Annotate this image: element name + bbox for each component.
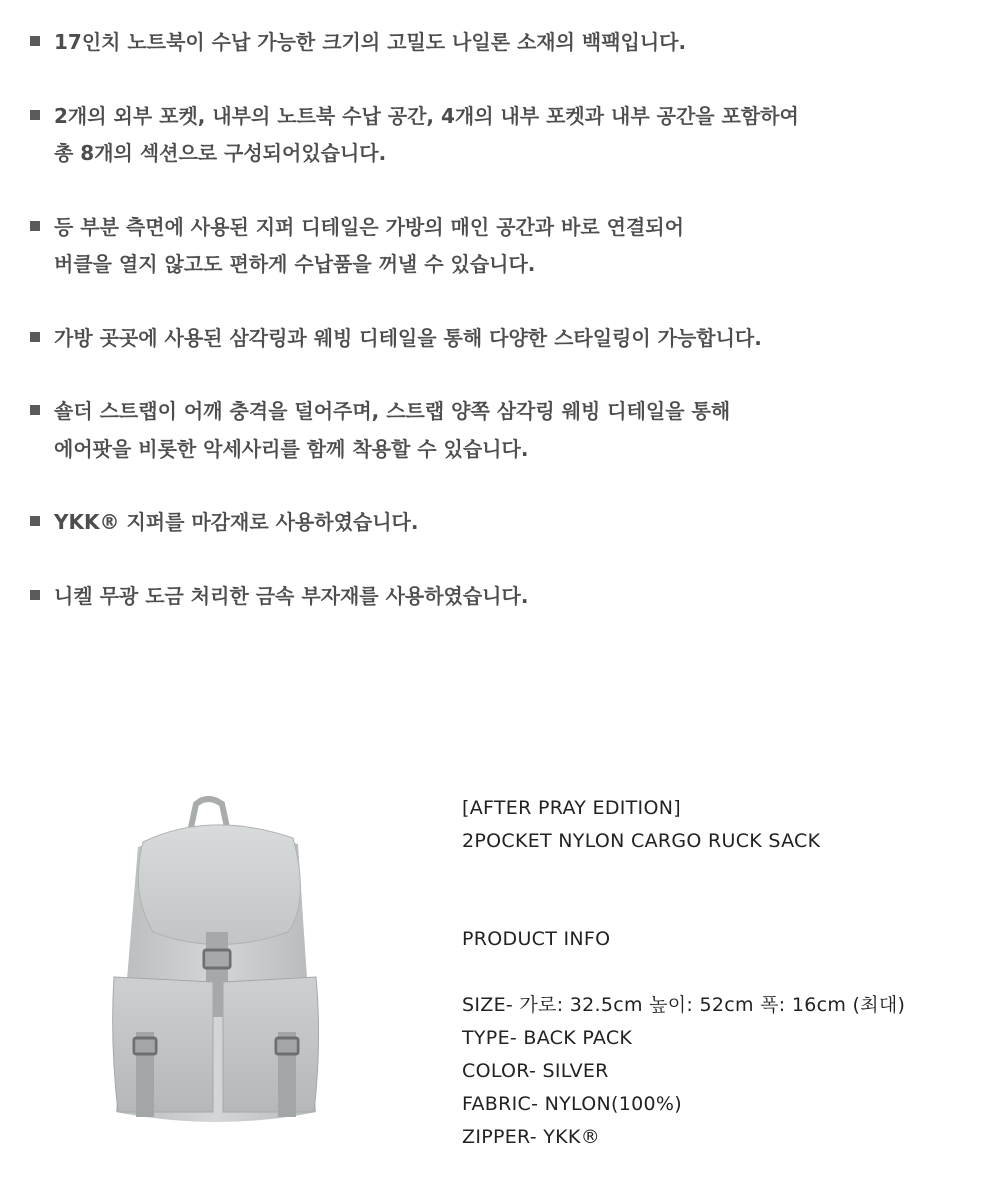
backpack-icon — [18, 782, 418, 1162]
feature-item — [30, 98, 980, 173]
feature-item — [30, 504, 980, 542]
product-name: 2POCKET NYLON CARGO RUCK SACK — [462, 830, 821, 852]
square-bullet-icon — [30, 590, 40, 600]
product-info-heading: PRODUCT INFO — [462, 928, 611, 950]
square-bullet-icon — [30, 110, 40, 120]
square-bullet-icon — [30, 405, 40, 415]
feature-list — [30, 24, 980, 651]
spec-zipper: ZIPPER- YKK® — [462, 1126, 600, 1148]
feature-item — [30, 393, 980, 468]
feature-text: 가방 곳곳에 사용된 삼각링과 웨빙 디테일을 통해 다양한 스타일링이 가능합니다. — [54, 325, 762, 350]
spec-fabric: FABRIC- NYLON(100%) — [462, 1093, 682, 1115]
feature-text: 등 부분 측면에 사용된 지퍼 디테일은 가방의 매인 공간과 바로 연결되어 — [54, 214, 684, 239]
feature-text: YKK® 지퍼를 마감재로 사용하였습니다. — [54, 510, 419, 534]
product-info — [462, 792, 905, 1154]
square-bullet-icon — [30, 221, 40, 231]
feature-item — [30, 209, 980, 284]
feature-text: 총 8개의 섹션으로 구성되어있습니다. — [54, 141, 387, 165]
square-bullet-icon — [30, 516, 40, 526]
feature-item — [30, 320, 980, 358]
feature-text: 에어팟을 비롯한 악세사리를 함께 착용할 수 있습니다. — [54, 436, 529, 461]
feature-text: 2개의 외부 포켓, 내부의 노트북 수납 공간, 4개의 내부 포켓과 내부 공간을 포함하여 — [54, 103, 799, 128]
feature-text: 니켈 무광 도금 처리한 금속 부자재를 사용하였습니다. — [54, 583, 529, 608]
spec-color: COLOR- SILVER — [462, 1060, 609, 1082]
square-bullet-icon — [30, 332, 40, 342]
feature-text: 버클을 열지 않고도 편하게 수납품을 꺼낼 수 있습니다. — [54, 252, 536, 276]
feature-text: 숄더 스트랩이 어깨 충격을 덜어주며, 스트랩 양쪽 삼각링 웨빙 디테일을 통해 — [54, 399, 731, 423]
spec-type: TYPE- BACK PACK — [462, 1027, 633, 1049]
feature-item — [30, 24, 980, 62]
product-edition: [AFTER PRAY EDITION] — [462, 797, 681, 819]
square-bullet-icon — [30, 36, 40, 46]
feature-text: 17인치 노트북이 수납 가능한 크기의 고밀도 나일론 소재의 백팩입니다. — [54, 30, 687, 54]
backpack-photo — [18, 782, 418, 1162]
feature-item — [30, 578, 980, 616]
spec-size: SIZE- 가로: 32.5cm 높이: 52cm 폭: 16cm (최대) — [462, 994, 906, 1016]
